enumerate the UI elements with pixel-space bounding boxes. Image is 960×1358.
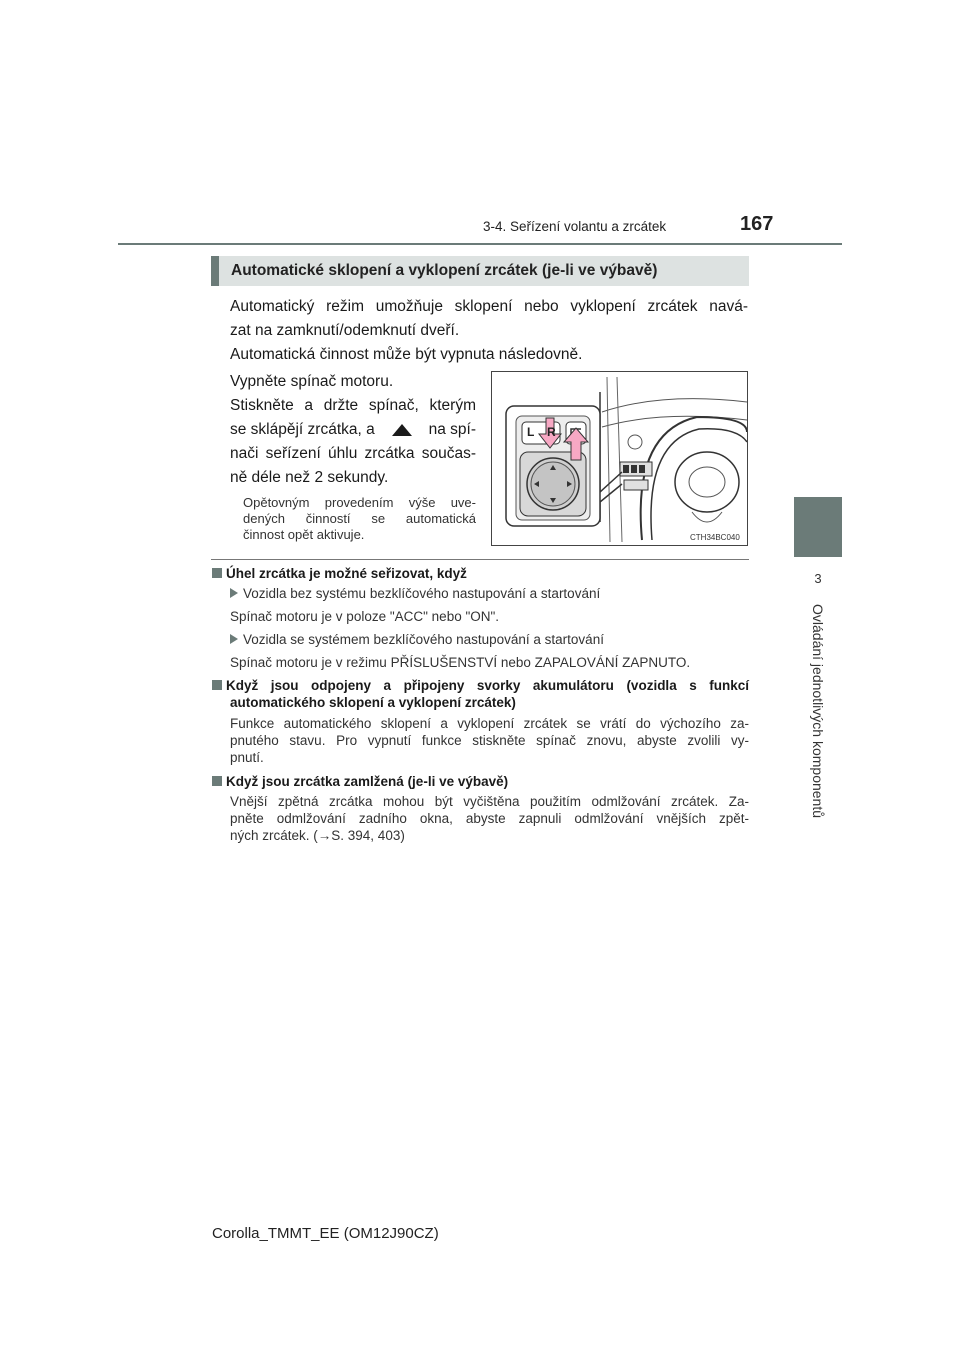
chapter-tab-marker — [794, 497, 842, 557]
switch-label-right: R — [547, 425, 556, 439]
square-bullet-icon — [212, 776, 222, 786]
square-bullet-icon — [212, 680, 222, 690]
switch-label-left: L — [527, 425, 535, 439]
note-heading-foggy: Když jsou zrcátka zamlžená (je-li ve výbavě) — [212, 773, 508, 790]
section-divider — [211, 559, 749, 560]
note-body-battery-line-2: pnutého stavu. Pro vypnutí funkce stiskněte spínač znovu, abyste zvolili vy- — [230, 733, 749, 748]
triangle-bullet-icon — [230, 634, 238, 644]
intro-line-2: zat na zamknutí/odemknutí dveří. — [230, 322, 460, 339]
note-body-battery-line-3: pnutí. — [230, 750, 264, 765]
square-bullet-icon — [212, 568, 222, 578]
triangle-bullet-icon — [230, 588, 238, 598]
note-sub-no-keyless: Vozidla bez systému bezklíčového nastupování a startování — [230, 585, 600, 602]
note-body-foggy-line-1: Vnější zpětná zrcátka mohou být vyčištěna použitím odmlžování zrcátek. Za- — [230, 794, 749, 809]
step-2-line-1: Stiskněte a držte spínač, kterým — [230, 397, 476, 414]
note-heading-battery-line-2: automatického sklopení a vyklopení zrcátek) — [230, 695, 516, 710]
document-footer: Corolla_TMMT_EE (OM12J90CZ) — [212, 1225, 439, 1242]
chapter-number: 3 — [814, 571, 822, 586]
note-heading-battery-line-1: Když jsou odpojeny a připojeny svorky akumulátoru (vozidla s funkcí — [212, 677, 749, 694]
section-heading-text: Automatické sklopení a vyklopení zrcátek (je-li ve výbavě) — [231, 262, 658, 279]
triangle-up-icon — [391, 423, 413, 437]
note-heading-mirror-angle: Úhel zrcátka je možné seřizovat, když — [212, 565, 467, 582]
note-body-foggy-line-3: ných zrcátek. (→S. 394, 403) — [230, 828, 405, 843]
running-header-section: 3-4. Seřízení volantu a zrcátek — [483, 219, 667, 234]
step-2-line-2-end: na spí- — [428, 421, 476, 438]
dashboard-drawing — [492, 372, 747, 545]
mirror-switch-illustration — [491, 371, 748, 546]
step-2-line-2-start: se sklápějí zrcátka, a — [230, 421, 375, 438]
intro-line-1: Automatický režim umožňuje sklopení nebo vyklopení zrcátek navá- — [230, 298, 748, 315]
step-2-line-2 — [230, 418, 476, 442]
figure-code: CTH34BC040 — [690, 533, 740, 542]
note-body-foggy-line-2: pněte odmlžování zadního okna, abyste zapnuli odmlžování vnějších zpět- — [230, 811, 749, 826]
note-line-3: činnost opět aktivuje. — [243, 527, 365, 542]
page-number: 167 — [740, 213, 774, 235]
chapter-title-vertical: Ovládání jednotlivých komponentů — [810, 604, 826, 819]
step-2-line-3: nači seřízení úhlu zrcátka součas- — [230, 445, 476, 462]
note-body-keyless: Spínač motoru je v režimu PŘÍSLUŠENSTVÍ nebo ZAPALOVÁNÍ ZAPNUTO. — [230, 655, 691, 670]
note-sub-keyless: Vozidla se systémem bezklíčového nastupování a startování — [230, 631, 604, 648]
note-body-battery-line-1: Funkce automatického sklopení a vyklopení zrcátek se vrátí do výchozího za- — [230, 716, 749, 731]
note-body-no-keyless: Spínač motoru je v poloze "ACC" nebo "ON". — [230, 609, 500, 624]
intro-line-3: Automatická činnost může být vypnuta následovně. — [230, 346, 583, 363]
step-1: Vypněte spínač motoru. — [230, 373, 394, 390]
header-rule — [118, 243, 842, 245]
note-line-2: dených činností se automatická — [243, 511, 476, 526]
note-line-1: Opětovným provedením výše uve- — [243, 495, 476, 510]
step-2-line-4: ně déle než 2 sekundy. — [230, 469, 389, 486]
section-heading — [211, 256, 749, 286]
